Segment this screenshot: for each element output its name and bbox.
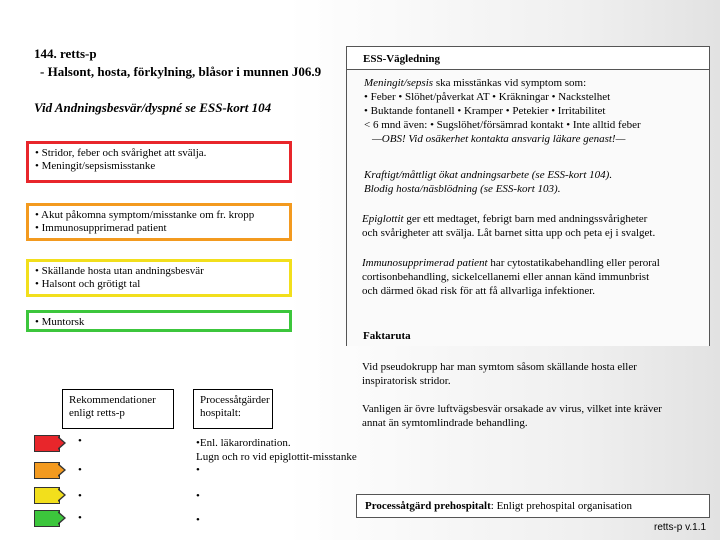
recommendations-box: Rekommendationer enligt retts-p: [62, 389, 174, 429]
card-subtitle: - Halsont, hosta, förkylning, blåsor i munnen J06.9: [40, 64, 322, 79]
triage-red-line-1: • Stridor, feber och svårighet att svälja.: [35, 147, 207, 159]
triage-red-line-2: • Meningit/sepsismisstanke: [35, 160, 156, 172]
ess-heading: ESS-Vägledning: [346, 46, 710, 70]
fakta-heading: Faktaruta: [346, 326, 710, 346]
ess-immuno-block: Immunosupprimerad patient har cytostatikabehandling eller peroral cortisonbehandling, sickelcellanemi eller annan känd immunbrist och därmed ökad risk för att få allvarliga infektioner.: [362, 257, 660, 297]
fakta-pseudokrupp: Vid pseudokrupp har man symtom såsom skällande hosta eller inspiratorisk stridor.: [362, 361, 637, 387]
yellow-arrowhead-icon: [58, 488, 66, 502]
triage-yellow-line-1: • Skällande hosta utan andningsbesvär: [35, 265, 204, 277]
triage-orange-line-2: • Immunosupprimerad patient: [35, 222, 167, 234]
triage-yellow-box: [26, 259, 292, 297]
green-rec-bullet: •: [78, 512, 82, 524]
ess-meningit-block: Meningit/sepsis ska misstänkas vid symptom som: • Feber • Slöhet/påverkat AT • Kräkningar • Nackstelhet • Buktande fontanell • Kramper • Petekier • Irritabilitet < 6 mnd även: • Sugslöhet/försämrad kontakt • Inte alltid feber —OBS! Vid osäkerhet kontakta ansvarig läkare genast!—: [364, 76, 704, 146]
triage-green-box: [26, 310, 292, 332]
triage-green-line-1: • Muntorsk: [35, 316, 85, 328]
yellow-hospital-bullet: •: [196, 490, 200, 502]
yellow-rec-bullet: •: [78, 490, 82, 502]
triage-orange-box: [26, 203, 292, 241]
green-arrowhead-icon: [58, 511, 66, 525]
red-hospital-action: •Enl. läkarordination. Lugn och ro vid epiglottit-misstanke: [196, 437, 357, 463]
red-arrowhead-icon: [58, 436, 66, 450]
ess-breathing-block: Kraftigt/måttligt ökat andningsarbete (se ESS-kort 104). Blodig hosta/näsblödning (se ESS-kort 103).: [364, 169, 613, 195]
triage-yellow-line-2: • Halsont och grötigt tal: [35, 278, 141, 290]
triage-orange-line-1: • Akut påkomna symptom/misstanke om fr. kropp: [35, 209, 255, 221]
fakta-virus: Vanligen är övre luftvägsbesvär orsakade av virus, vilket inte kräver annat än symtomlindrade behandling.: [362, 403, 662, 429]
ess-reference: Vid Andningsbesvär/dyspné se ESS-kort 104: [34, 100, 272, 115]
triage-red-box: [26, 141, 292, 183]
version-label: retts-p v.1.1: [654, 522, 707, 533]
orange-arrowhead-icon: [58, 463, 66, 477]
ess-epiglottit-block: Epiglottit ger ett medtaget, febrigt barn med andningssvårigheter och svårigheter att svälja. Låt barnet sitta upp och peta ej i svalget.: [362, 213, 656, 239]
hospital-actions-box: Processåtgärder hospitalt:: [193, 389, 273, 429]
orange-rec-bullet: •: [78, 464, 82, 476]
orange-hospital-bullet: •: [196, 464, 200, 476]
prehospital-box: Processåtgärd prehospitalt: Enligt prehospital organisation: [356, 494, 710, 518]
ess-warning-note: —OBS! Vid osäkerhet kontakta ansvarig läkare genast!—: [372, 133, 626, 145]
card-title: 144. retts-p: [34, 46, 97, 61]
red-rec-bullet: •: [78, 435, 82, 447]
green-hospital-bullet: •: [196, 514, 200, 526]
